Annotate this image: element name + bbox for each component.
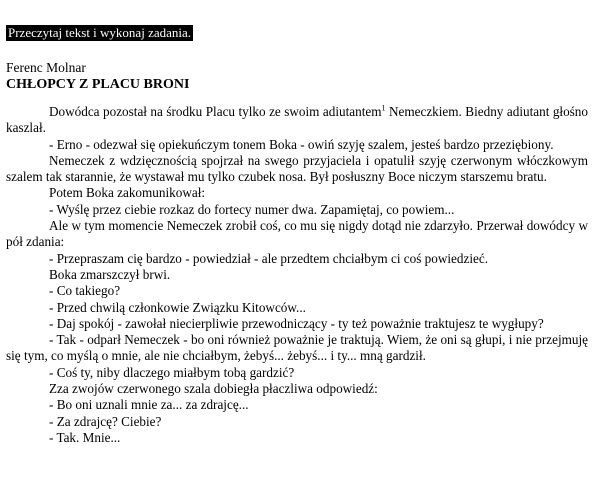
text-body [6, 104, 588, 446]
paragraph-9: - Co takiego? [49, 283, 121, 299]
paragraph-15: - Bo oni uznali mnie za... za zdrajcę... [49, 397, 249, 413]
paragraph-13: - Coś ty, niby dlaczego miałbym tobą gardzić? [49, 364, 295, 380]
paragraph-5: - Wyślę przez ciebie rozkaz do fortecy numer dwa. Zapamiętaj, co powiem... [49, 201, 455, 217]
paragraph-1 [6, 104, 588, 137]
paragraph-12: - Tak - odparł Nemeczek - bo oni również poważnie je traktują. Wiem, że oni są głupi, i nie przejmuję się tym, co myślą o mnie, ale nie chciałbym, żebyś... żebyś... i ty... mną gardził. [6, 332, 588, 364]
paragraph-1-start: Dowódca pozostał na środku Placu tylko ze swoim adiutantem [49, 104, 382, 119]
paragraph-4: Potem Boka zakomunikował: [49, 185, 206, 201]
footnote-mark: 1 [381, 103, 386, 113]
paragraph-1-end: Nemeczkiem. Biedny adiutant głośno kaszlał. [6, 104, 588, 136]
paragraph-17: - Tak. Mnie... [49, 429, 121, 445]
text-title: CHŁOPCY Z PLACU BRONI [6, 77, 190, 92]
paragraph-6: Ale w tym momencie Nemeczek zrobił coś, co mu się nigdy dotąd nie zdarzyło. Przerwał dowódcy w pół zdania: [6, 218, 588, 250]
paragraph-7: - Przepraszam cię bardzo - powiedział - ale przedtem chciałbym ci coś powiedzieć. [49, 250, 489, 266]
paragraph-10: - Przed chwilą członkowie Związku Kitowców... [49, 299, 306, 315]
paragraph-11: - Daj spokój - zawołał niecierpliwie przewodniczący - ty też poważnie traktujesz te wygłupy? [49, 315, 544, 331]
paragraph-2: - Erno - odezwał się opiekuńczym tonem Boka - owiń szyję szalem, jesteś bardzo przeziębiony. [49, 136, 554, 152]
paragraph-14: Zza zwojów czerwonego szala dobiegła płaczliwa odpowiedź: [49, 381, 378, 397]
paragraph-16: - Za zdrajcę? Ciebie? [49, 413, 162, 429]
paragraph-8: Boka zmarszczył brwi. [49, 266, 171, 282]
document-page [6, 24, 588, 446]
paragraph-3: Nemeczek z wdzięcznością spojrzał na swego przyjaciela i opatulił szyję czerwonym włóczkowym szalem tak starannie, że wystawał mu tylko czubek nosa. Był posłuszny Boce niczym starszemu bratu. [6, 152, 588, 185]
task-instruction: Przeczytaj tekst i wykonaj zadania. [8, 25, 192, 40]
author-name: Ferenc Molnar [6, 60, 86, 75]
